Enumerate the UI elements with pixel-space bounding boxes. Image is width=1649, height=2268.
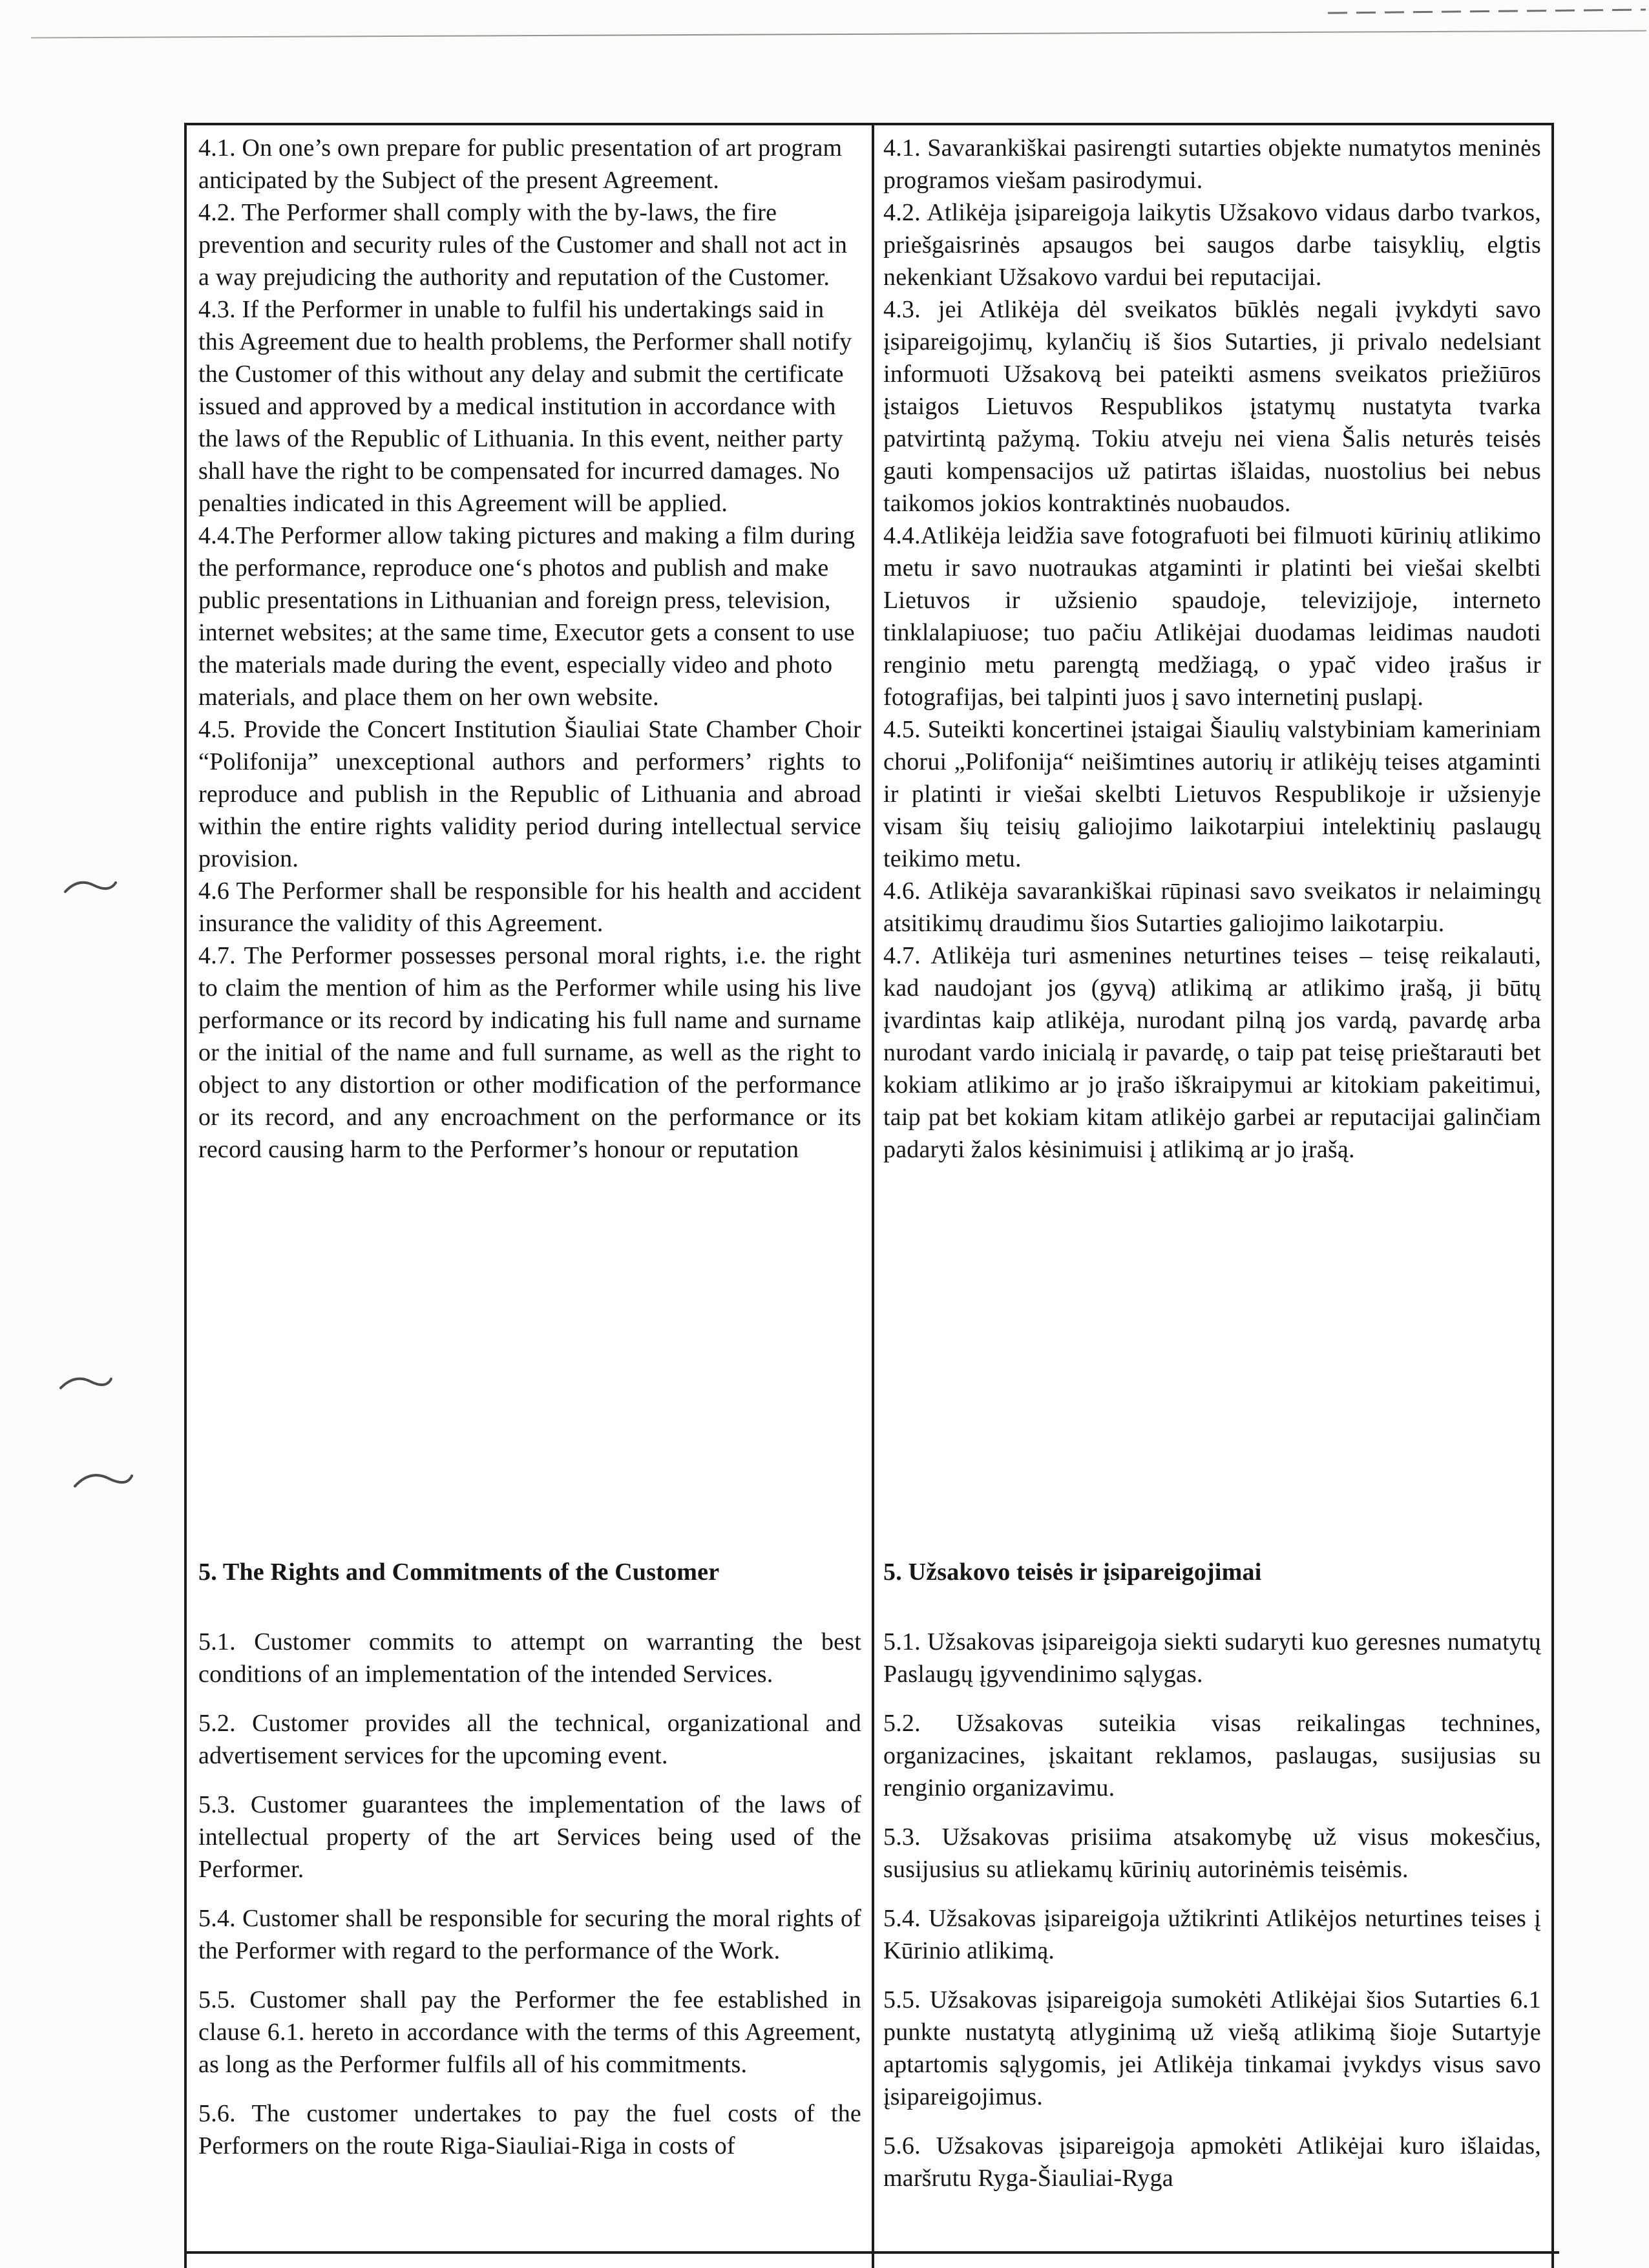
- clause-5-4-lt: 5.4. Užsakovas įsipareigoja užtikrinti Atlikėjos neturtines teises į Kūrinio atlikimą.: [883, 1905, 1541, 1964]
- column-lithuanian-section-5: [874, 1547, 1551, 2268]
- clause-5-2-en: 5.2. Customer provides all the technical, organizational and advertisement services for the upcoming event.: [198, 1710, 861, 1769]
- clause-5-4-en: 5.4. Customer shall be responsible for securing the moral rights of the Performer with regard to the performance of the Work.: [198, 1905, 861, 1964]
- clause-4-7-en: 4.7. The Performer possesses personal moral rights, i.e. the right to claim the mention of him as the Performer while using his live performance or its record by indicating his full name and surname or the initial of the name and full surname, as well as the right to object to any distortion or other modification of the performance or its record, and any encroachment on the performance or its record causing harm to the Performer’s honour or reputation: [198, 942, 861, 1163]
- pen-mark: [61, 874, 120, 902]
- clause-4-5-lt: 4.5. Suteikti koncertinei įstaigai Šiaulių valstybiniam kameriniam chorui „Polifonija“ neišimtines autorių ir atlikėjų teises atgaminti ir platinti ir viešai skelbti Lietuvos Respublikoje ir užsienyje visam šių teisių galiojimo laikotarpiui intelektinių paslaugų teikimo metu.: [883, 716, 1541, 872]
- clause-5-2-lt: 5.2. Užsakovas suteikia visas reikalingas technines, organizacines, įskaitant reklamos, paslaugas, susijusias su renginio organizavimu.: [883, 1710, 1541, 1801]
- clause-4-2-en: 4.2. The Performer shall comply with the by-laws, the fire prevention and security rules of the Customer and shall not act in a way prejudicing the authority and reputation of the Customer.: [198, 199, 848, 291]
- column-english-section-5: [187, 1547, 874, 2268]
- clause-4-3-en: 4.3. If the Performer in unable to fulfil his undertakings said in this Agreement due to health problems, the Performer shall notify the Customer of this without any delay and submit the certificate issued and approved by a medical institution in accordance with the laws of the Republic of Lithuania. In this event, neither party shall have the right to be compensated for incurred damages. No penalties indicated in this Agreement will be applied.: [198, 296, 852, 517]
- clause-4-7-lt: 4.7. Atlikėja turi asmenines neturtines teises – teisę reikalauti, kad naudojant jos (gyvą) atlikimą ar atlikimo įrašą, ji būtų įvardintas kaip atlikėja, nurodant pilną jos vardą, pavardę arba nurodant vardo inicialą ir pavardę, o taip pat teisę prieštarauti bet kokiam atlikimo ar jo įrašo iškraipymui ar kitokiam pakeitimui, taip pat bet kokiam kitam atlikėjo garbei ar reputacijai galinčiam padaryti žalos kėsinimuisi į atlikimą ar jo įrašą.: [883, 942, 1541, 1163]
- clause-5-5-lt: 5.5. Užsakovas įsipareigoja sumokėti Atlikėjai šios Sutarties 6.1 punkte nustatytą atlyginimą už viešą atlikimą šioje Sutartyje aptartomis sąlygomis, jei Atlikėja tinkamai įvykdys visus savo įsipareigojimus.: [883, 1986, 1541, 2110]
- pen-mark: [57, 1371, 115, 1400]
- contract-table: [184, 123, 1554, 2268]
- scan-artifact-header-line: [31, 30, 1646, 39]
- clause-4-4-en: 4.4.The Performer allow taking pictures and making a film during the performance, reproduce one‘s photos and publish and make public presentations in Lithuanian and foreign press, television, internet websites; at the same time, Executor gets a consent to use the materials made during the event, especially video and photo materials, and place them on her own website.: [198, 522, 856, 711]
- clause-5-6-lt: 5.6. Užsakovas įsipareigoja apmokėti Atlikėjai kuro išlaidas, maršrutu Ryga-Šiauliai-Ryga: [883, 2132, 1541, 2192]
- clause-4-6-en: 4.6 The Performer shall be responsible for his health and accident insurance the validity of this Agreement.: [198, 877, 861, 937]
- clause-4-5-en: 4.5. Provide the Concert Institution Šiauliai State Chamber Choir “Polifonija” unexceptional authors and performers’ rights to reproduce and publish in the Republic of Lithuania and abroad within the entire rights validity period during intellectual service provision.: [198, 716, 861, 872]
- scan-artifact-dashed-line: [1328, 8, 1646, 14]
- clause-5-1-lt: 5.1. Užsakovas įsipareigoja siekti sudaryti kuo geresnes numatytų Paslaugų įgyvendinimo sąlygas.: [883, 1628, 1541, 1688]
- column-english-section-4: [187, 125, 874, 1547]
- section-5-heading-en: 5. The Rights and Commitments of the Customer: [198, 1559, 720, 1586]
- clause-4-4-lt: 4.4.Atlikėja leidžia save fotografuoti bei filmuoti kūrinių atlikimo metu ir savo nuotraukas atgaminti ir platinti bei viešai skelbti Lietuvos ir užsienio spaudoje, televizijoje, interneto tinklalapiuose; tuo pačiu Atlikėjai duodamas leidimas naudoti renginio metu parengtą medžiagą, o ypač video įrašus ir fotografijas, bei talpinti juos į savo internetinį puslapį.: [883, 522, 1541, 711]
- clause-4-1-lt: 4.1. Savarankiškai pasirengti sutarties objekte numatytos meninės programos viešam pasirodymui.: [883, 134, 1541, 194]
- clause-4-3-lt: 4.3. jei Atlikėja dėl sveikatos būklės negali įvykdyti savo įsipareigojimų, kylančių iš šios Sutarties, ji privalo nedelsiant informuoti Užsakovą bei pateikti asmens sveikatos priežiūros įstaigos Lietuvos Respublikos įstatymų nustatyta tvarka patvirtintą pažymą. Tokiu atveju nei viena Šalis neturės teisės gauti kompensacijos už patirtas išlaidas, nuostolius bei nebus taikomos jokios kontraktinės nuobaudos.: [883, 296, 1541, 517]
- column-lithuanian-section-4: [874, 125, 1551, 1547]
- clause-5-1-en: 5.1. Customer commits to attempt on warranting the best conditions of an implementation of the intended Services.: [198, 1628, 861, 1688]
- clause-5-5-en: 5.5. Customer shall pay the Performer the fee established in clause 6.1. hereto in accordance with the terms of this Agreement, as long as the Performer fulfils all of his commitments.: [198, 1986, 861, 2078]
- clause-4-2-lt: 4.2. Atlikėja įsipareigoja laikytis Užsakovo vidaus darbo tvarkos, priešgaisrinės apsaugos bei saugos darbe taisyklių, elgtis nekenkiant Užsakovo vardui bei reputacijai.: [883, 199, 1541, 291]
- clause-5-6-en: 5.6. The customer undertakes to pay the fuel costs of the Performers on the route Riga-Siauliai-Riga in costs of: [198, 2100, 861, 2159]
- pen-mark: [71, 1465, 136, 1498]
- clause-5-3-lt: 5.3. Užsakovas prisiima atsakomybę už visus mokesčius, susijusius su atliekamų kūrinių autorinėmis teisėmis.: [883, 1823, 1541, 1883]
- clause-5-3-en: 5.3. Customer guarantees the implementation of the laws of intellectual property of the art Services being used of the Performer.: [198, 1791, 861, 1883]
- clause-4-6-lt: 4.6. Atlikėja savarankiškai rūpinasi savo sveikatos ir nelaimingų atsitikimų draudimu šios Sutarties galiojimo laikotarpiu.: [883, 877, 1541, 937]
- clause-4-1-en: 4.1. On one’s own prepare for public presentation of art program anticipated by the Subject of the present Agreement.: [198, 134, 843, 194]
- section-5-heading-lt: 5. Užsakovo teisės ir įsipareigojimai: [883, 1559, 1262, 1586]
- table-bottom-rule: [184, 2251, 1559, 2254]
